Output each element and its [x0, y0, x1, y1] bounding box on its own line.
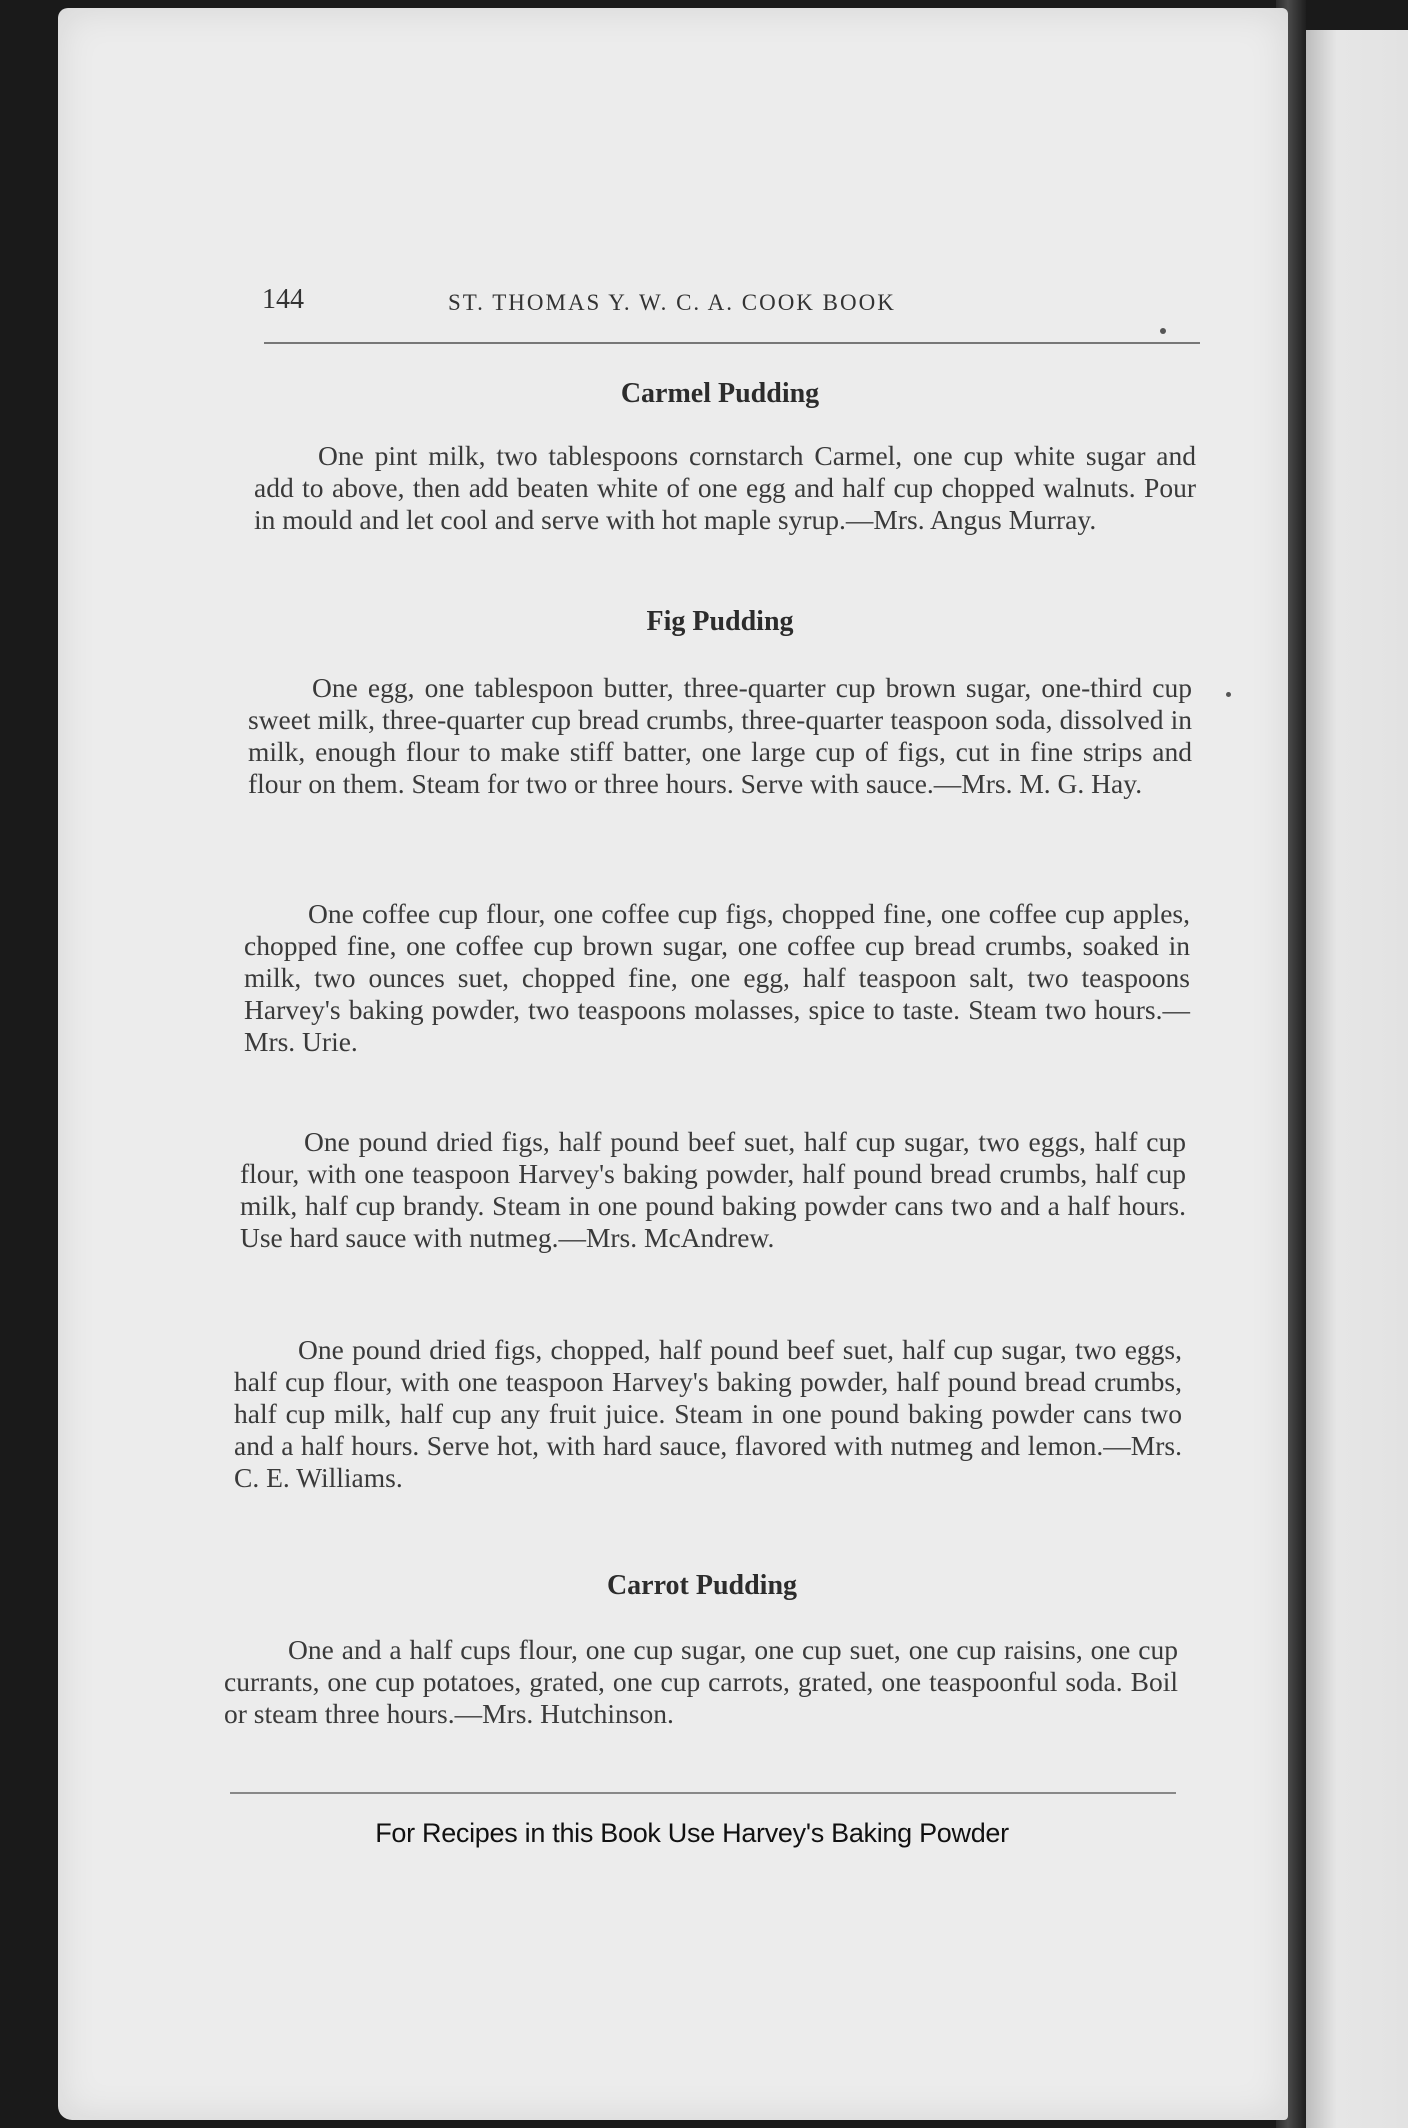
fig-pudding-heading: Fig Pudding — [646, 606, 794, 637]
carmel-pudding-recipe: One pint milk, two tablespoons cornstarch Carmel, one cup white sugar and add to above, then add beaten white of one egg and half cup chopped walnuts. Pour in mould and let cool and serve with hot maple syrup.—Mrs. Angus Murray. — [254, 440, 1196, 535]
facing-page-edge — [1306, 30, 1408, 2128]
carmel-pudding-heading: Carmel Pudding — [620, 378, 820, 409]
header-rule — [264, 342, 1200, 344]
fig-pudding-recipe-urie: One coffee cup flour, one coffee cup figs, chopped fine, one coffee cup apples, chopped fine, one coffee cup brown sugar, one coffee cup bread crumbs, soaked in milk, two ounces suet, chopped fine, one egg, half teaspoon salt, two teaspoons Harvey's baking powder, two teaspoons molasses, spice to taste. Steam two hours.—Mrs. Urie. — [244, 898, 1190, 1057]
page-number: 144 — [262, 284, 304, 315]
baking-powder-advert: For Recipes in this Book Use Harvey's Baking Powder — [375, 1818, 1009, 1848]
carrot-pudding-heading: Carrot Pudding — [606, 1570, 798, 1601]
running-head: ST. THOMAS Y. W. C. A. COOK BOOK — [448, 290, 896, 315]
carrot-pudding-recipe: One and a half cups flour, one cup sugar, one cup suet, one cup raisins, one cup currants, one cup potatoes, grated, one cup carrots, grated, one teaspoonful soda. Boil or steam three hours.—Mrs. Hutchinson. — [224, 1634, 1178, 1729]
footer-rule — [230, 1792, 1176, 1794]
page-header — [262, 284, 1142, 324]
ink-speck — [1160, 328, 1166, 334]
fig-pudding-recipe-mcandrew: One pound dried figs, half pound beef suet, half cup sugar, two eggs, half cup flour, with one teaspoon Harvey's baking powder, half pound bread crumbs, half cup milk, half cup brandy. Steam in one pound baking powder cans two and a half hours. Use hard sauce with nutmeg.—Mrs. McAndrew. — [240, 1126, 1186, 1253]
ink-speck — [1226, 692, 1231, 697]
fig-pudding-recipe-williams: One pound dried figs, chopped, half pound beef suet, half cup sugar, two eggs, half cup flour, with one teaspoon Harvey's baking powder, half pound bread crumbs, half cup milk, half cup any fruit juice. Steam in one pound baking powder cans two and a half hours. Serve hot, with hard sauce, flavored with nutmeg and lemon.—Mrs. C. E. Williams. — [234, 1334, 1182, 1493]
fig-pudding-recipe-hay: One egg, one tablespoon butter, three-quarter cup brown sugar, one-third cup sweet milk, three-quarter cup bread crumbs, three-quarter teaspoon soda, dissolved in milk, enough flour to make stiff batter, one large cup of figs, cut in fine strips and flour on them. Steam for two or three hours. Serve with sauce.—Mrs. M. G. Hay. — [248, 672, 1192, 799]
book-page — [58, 8, 1288, 2120]
